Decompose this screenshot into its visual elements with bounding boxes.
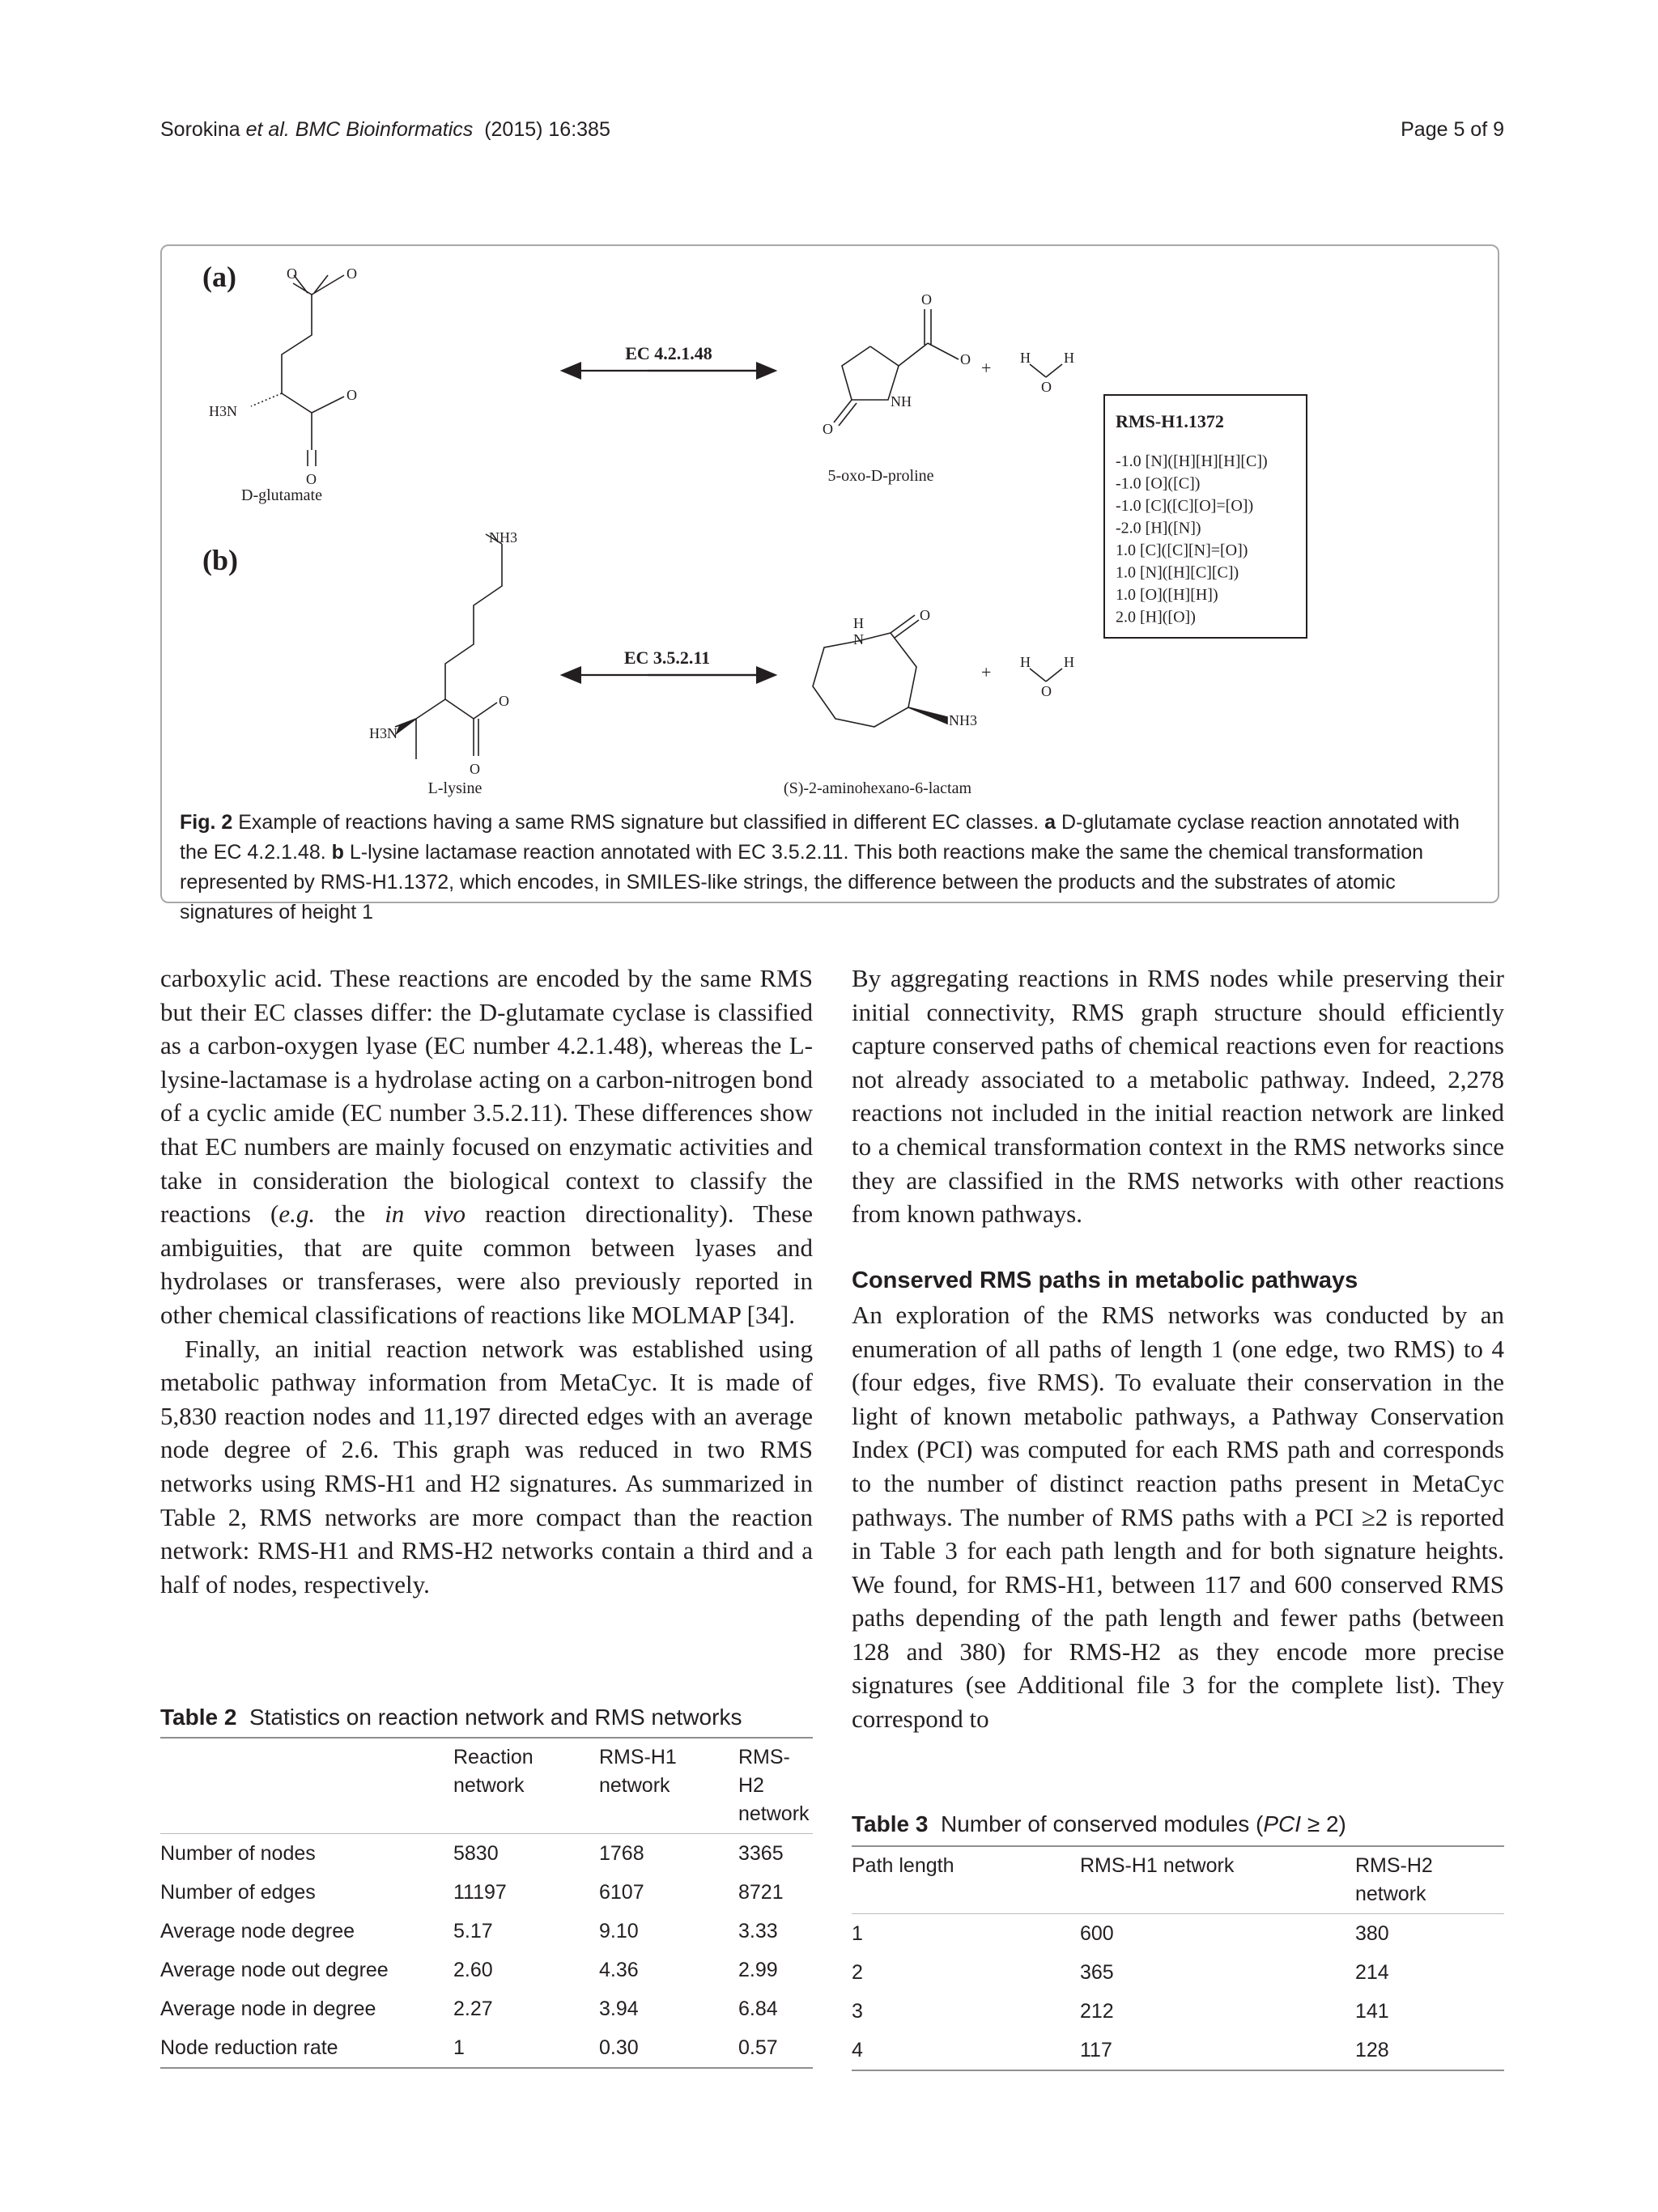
rms-signature-line: 1.0 [O]([H][H]) bbox=[1116, 586, 1218, 604]
column-header: RMS-H1 network bbox=[599, 1746, 677, 1797]
table-2-label: Table 2 bbox=[160, 1705, 237, 1730]
column-header: RMS-H2 network bbox=[738, 1746, 810, 1825]
table-cell: Average node in degree bbox=[160, 1997, 376, 2020]
rms-signature-lines bbox=[1116, 452, 1268, 626]
dglu-atom-ominus-mid: O bbox=[346, 387, 357, 403]
table-cell: 3 bbox=[852, 1999, 863, 2023]
lactam-atom-nh3: NH3 bbox=[949, 712, 977, 728]
lys-atom-o-bottom: O bbox=[470, 761, 480, 777]
table-cell: 3.94 bbox=[599, 1997, 639, 2020]
text-run: An exploration of the RMS networks was conducted by an enumeration of all paths of length 1 (one edge, two RMS) to 4 (four edges, five RMS). To evaluate their conservation in the light of known metabolic pathways, a Pathway Conservation Index (PCI) was computed for each RMS path and corresponds to the number of distinct reaction paths present in MetaCyc pathways. The number of RMS paths with a PCI bbox=[852, 1300, 1504, 1531]
table-cell: 1768 bbox=[599, 1841, 644, 1865]
caption-label: Fig. 2 bbox=[180, 811, 233, 834]
panel-a-label: (a) bbox=[202, 261, 236, 293]
oxopro-atom-o-top: O bbox=[921, 291, 932, 308]
name-lactam: (S)-2-aminohexano-6-lactam bbox=[783, 779, 972, 797]
water-b-h2: H bbox=[1064, 654, 1074, 670]
table-cell: 214 bbox=[1355, 1960, 1389, 1984]
paragraph-reaction-network: Finally, an initial reaction network was established using metabolic pathway information from MetaCyc. It is made of 5,830 reaction nodes and 11,197 directed edges with an average node degree of 2.6. This graph was reduced in two RMS networks using RMS-H1 and H2 signatures. As summarized in Table 2, RMS networks are more compact than the reaction network: RMS-H1 and RMS-H2 networks contain a third and a half of nodes, respectively. bbox=[160, 1334, 813, 1598]
rms-signature-line: 1.0 [N]([H][C][C]) bbox=[1116, 563, 1239, 582]
table-cell: 11197 bbox=[453, 1880, 507, 1904]
table-cell: 2.99 bbox=[738, 1958, 778, 1981]
table-row bbox=[852, 1914, 1504, 1954]
rms-signature-line: -2.0 [H]([N]) bbox=[1116, 519, 1201, 537]
table-row bbox=[852, 1953, 1504, 1992]
rms-signature-line: -1.0 [O]([C]) bbox=[1116, 474, 1201, 493]
table-3-title: Number of conserved modules ( bbox=[940, 1811, 1264, 1836]
panel-b-label: (b) bbox=[202, 544, 238, 576]
lactam-atom-n: N bbox=[853, 631, 864, 647]
ec-label-a: EC 4.2.1.48 bbox=[625, 343, 712, 363]
table-cell: Average node out degree bbox=[160, 1958, 389, 1981]
lactam-atom-o: O bbox=[920, 607, 930, 623]
table-cell: Average node degree bbox=[160, 1919, 355, 1942]
table-header-row bbox=[160, 1738, 813, 1834]
text-run: is reported in Table 3 for each path length and for both signature heights. We found, for RMS-H1, between 117 and 600 conserved RMS paths depending of the path length and fewer paths (between 128 and 380) for RMS-H2 as they encode more precise signatures (see Additional file 3 for the complete list). They correspond to bbox=[852, 1502, 1504, 1734]
dglu-atom-h3n: H3N bbox=[209, 403, 237, 419]
table-cell: Number of edges bbox=[160, 1880, 316, 1904]
caption-a-text: D-glutamate cyclase reaction annotated with the EC 4.2.1.48. bbox=[180, 811, 1460, 864]
table-cell: 0.57 bbox=[738, 2036, 778, 2059]
table-2-title: Statistics on reaction network and RMS networks bbox=[249, 1705, 742, 1730]
column-header: Reaction network bbox=[453, 1746, 534, 1797]
oxopro-atom-o-bottom: O bbox=[823, 421, 833, 437]
table-cell: 2.27 bbox=[453, 1997, 493, 2020]
lys-atom-nh3-top: NH3 bbox=[489, 529, 517, 546]
water-a-o: O bbox=[1041, 379, 1052, 395]
text-run: carboxylic acid. These reactions are encoded by the same RMS but their EC classes differ: the D-glutamate cyclase is classified as a carbon-oxygen lyase (EC number 4.2.1.48), whereas the L-lysine-lactamase is a hydrolase acting on a carbon-nitrogen bond of a cyclic amide (EC number 3.5.2.11). These differences show that EC numbers are mainly focused on enzymatic activities and take in consideration the biological context to classify the reactions ( bbox=[160, 964, 813, 1229]
table-row bbox=[852, 2031, 1504, 2070]
table-cell: Number of nodes bbox=[160, 1841, 316, 1865]
running-header bbox=[160, 118, 610, 142]
reaction-figure bbox=[162, 246, 1498, 805]
table-cell: 8721 bbox=[738, 1880, 784, 1904]
body-column-right bbox=[852, 962, 1504, 1736]
table-cell: 600 bbox=[1080, 1921, 1114, 1945]
table-3-caption bbox=[852, 1811, 1346, 1837]
table-cell: 117 bbox=[1080, 2038, 1112, 2061]
header-journal: BMC Bioinformatics bbox=[295, 118, 474, 141]
table-cell: 3.33 bbox=[738, 1919, 778, 1942]
paragraph-conserved-paths bbox=[852, 1298, 1504, 1736]
rms-box-title: RMS-H1.1372 bbox=[1116, 411, 1224, 431]
rms-signature-line: 2.0 [H]([O]) bbox=[1116, 608, 1196, 626]
table-row bbox=[160, 1989, 813, 2028]
header-etal: et al. bbox=[245, 118, 290, 141]
oxopro-atom-ominus: O bbox=[960, 351, 971, 367]
table-cell: 380 bbox=[1355, 1921, 1389, 1945]
text-run: ≥2 bbox=[1361, 1502, 1388, 1531]
water-a bbox=[1030, 364, 1062, 377]
table-cell: 128 bbox=[1355, 2038, 1389, 2061]
spacer bbox=[852, 1231, 1504, 1265]
table-cell: Node reduction rate bbox=[160, 2036, 338, 2059]
table-row bbox=[160, 2028, 813, 2068]
header-authors: Sorokina bbox=[160, 118, 240, 141]
name-oxoproline: 5-oxo-D-proline bbox=[827, 467, 934, 485]
column-header: RMS-H2 network bbox=[1355, 1854, 1433, 1905]
column-header: RMS-H1 network bbox=[1080, 1854, 1235, 1877]
caption-a-label: a bbox=[1044, 811, 1056, 834]
table-row bbox=[160, 1912, 813, 1951]
rms-signature-line: -1.0 [C]([C][O]=[O]) bbox=[1116, 497, 1254, 515]
name-d-glutamate: D-glutamate bbox=[241, 486, 322, 504]
column-header: Path length bbox=[852, 1854, 954, 1877]
ec-label-b: EC 3.5.2.11 bbox=[623, 647, 711, 668]
plus-sign-a: + bbox=[981, 358, 992, 378]
table-row bbox=[160, 1834, 813, 1874]
table-cell: 1 bbox=[453, 2036, 465, 2059]
water-a-h2: H bbox=[1064, 350, 1074, 366]
caption-b-label: b bbox=[331, 841, 344, 864]
caption-lead: Example of reactions having a same RMS signature but classified in different EC classes. bbox=[232, 811, 1045, 834]
table-3-title-end: ≥ 2) bbox=[1301, 1811, 1346, 1836]
text-italic: in vivo bbox=[385, 1199, 466, 1229]
table-cell: 1 bbox=[852, 1921, 863, 1945]
figure-caption bbox=[180, 808, 1483, 928]
rms-signature-line: 1.0 [C]([C][N]=[O]) bbox=[1116, 541, 1248, 559]
table-cell: 0.30 bbox=[599, 2036, 639, 2059]
column-header bbox=[160, 1738, 453, 1834]
text-run: reaction directionality). These ambiguities, that are quite common between lyases and hydrolases or transferases, were also previously reported in other chemical classifications of reactions like MOLMAP [34]. bbox=[160, 1199, 814, 1329]
table-cell: 6.84 bbox=[738, 1997, 778, 2020]
dglu-atom-o-top: O bbox=[287, 265, 297, 282]
name-l-lysine: L-lysine bbox=[427, 779, 483, 797]
table-cell: 365 bbox=[1080, 1960, 1114, 1984]
lys-atom-ominus: O bbox=[499, 693, 509, 709]
plus-sign-b: + bbox=[981, 662, 992, 682]
table-cell: 212 bbox=[1080, 1999, 1114, 2023]
table-3-title-pci: PCI bbox=[1263, 1811, 1302, 1836]
paragraph-ec-differences bbox=[160, 962, 813, 1332]
table-row bbox=[852, 1992, 1504, 2031]
body-column-left bbox=[160, 962, 813, 1601]
table-cell: 4 bbox=[852, 2038, 863, 2061]
water-a-h1: H bbox=[1020, 350, 1031, 366]
table-row bbox=[160, 1951, 813, 1989]
lysine-wedge bbox=[395, 719, 416, 733]
water-b-h1: H bbox=[1020, 654, 1031, 670]
water-b bbox=[1030, 669, 1062, 681]
lys-atom-h3n: H3N bbox=[369, 725, 397, 741]
caption-b-text: L-lysine lactamase reaction annotated with EC 3.5.2.11. This both reactions make the same the chemical transformation represented by RMS-H1.1372, which encodes, in SMILES-like strings, the difference between the products and the substrates of atomic signatures of height 1 bbox=[180, 841, 1423, 923]
table-3 bbox=[852, 1845, 1504, 2071]
section-heading: Conserved RMS paths in metabolic pathways bbox=[852, 1267, 1358, 1294]
l-lysine-structure bbox=[416, 534, 502, 759]
lactam-structure bbox=[813, 615, 919, 727]
table-cell: 4.36 bbox=[599, 1958, 639, 1981]
table-cell: 5830 bbox=[453, 1841, 499, 1865]
table-row bbox=[160, 1873, 813, 1912]
d-glutamate-structure bbox=[251, 275, 344, 466]
text-italic: e.g. bbox=[278, 1199, 316, 1229]
table-2-caption bbox=[160, 1705, 742, 1730]
table-cell: 6107 bbox=[599, 1880, 644, 1904]
table-cell: 5.17 bbox=[453, 1919, 493, 1942]
table-cell: 141 bbox=[1355, 1999, 1389, 2023]
figure-2 bbox=[160, 244, 1499, 923]
oxopro-atom-nh: NH bbox=[891, 393, 912, 410]
dglu-atom-ominus-top: O bbox=[346, 265, 357, 282]
text-run: the bbox=[315, 1199, 385, 1229]
rms-signature-line: -1.0 [N]([H][H][H][C]) bbox=[1116, 452, 1268, 470]
paragraph-aggregation: By aggregating reactions in RMS nodes while preserving their initial connectivity, RMS graph structure should efficiently capture conserved paths of chemical reactions even for reactions not already associated to a metabolic pathway. Indeed, 2,278 reactions not included in the initial reaction network are linked to a chemical transformation context in the RMS networks since they are classified in the RMS networks with other reactions from known pathways. bbox=[852, 964, 1504, 1229]
dglu-atom-o-bottom: O bbox=[306, 471, 317, 487]
lactam-wedge bbox=[908, 707, 947, 724]
table-cell: 2 bbox=[852, 1960, 863, 1984]
water-b-o: O bbox=[1041, 683, 1052, 699]
table-3-label: Table 3 bbox=[852, 1811, 929, 1836]
table-cell: 9.10 bbox=[599, 1919, 639, 1942]
table-header-row bbox=[852, 1846, 1504, 1914]
table-cell: 3365 bbox=[738, 1841, 784, 1865]
table-cell: 2.60 bbox=[453, 1958, 493, 1981]
page-number: Page 5 of 9 bbox=[1401, 118, 1504, 141]
lactam-atom-h: H bbox=[853, 615, 864, 631]
header-citation: (2015) 16:385 bbox=[484, 118, 610, 141]
table-2 bbox=[160, 1737, 813, 2069]
